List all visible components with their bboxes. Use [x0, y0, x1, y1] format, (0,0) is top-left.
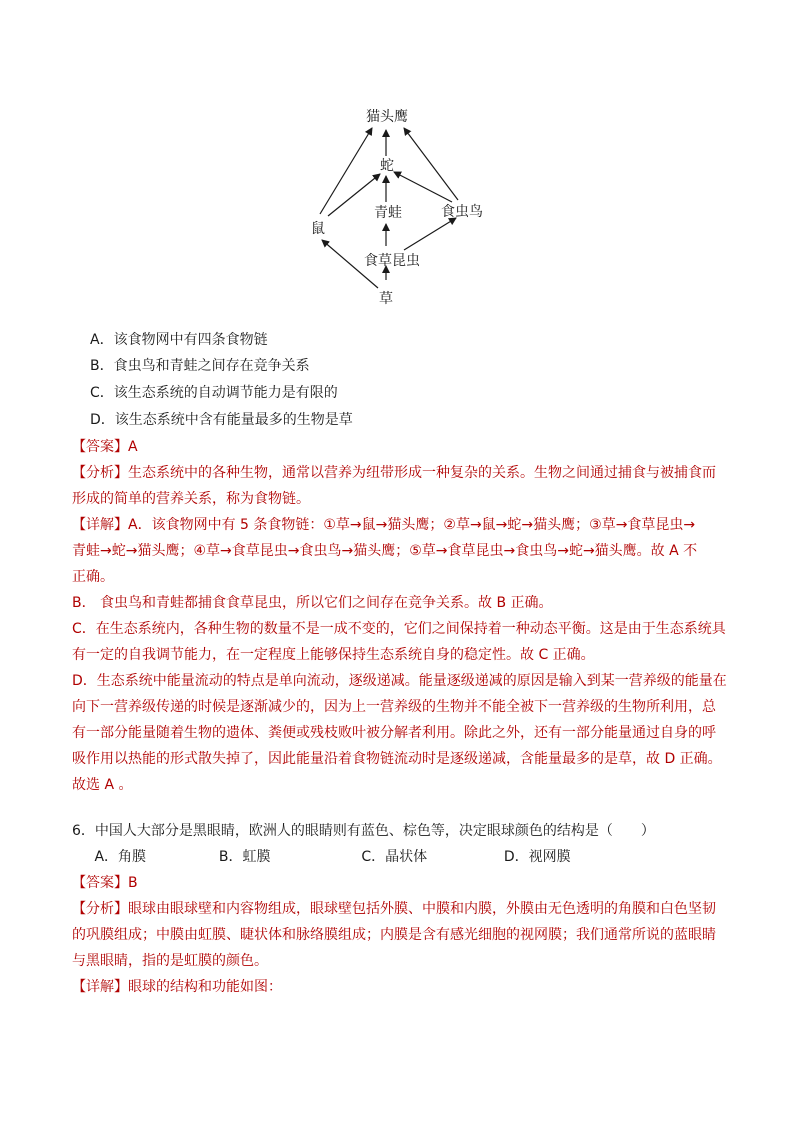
analysis-tag: 【分析】	[72, 465, 128, 481]
q5-detail-line-8: 向下一营养级传递的时候是逐渐减少的，因为上一营养级的生物并不能全被下一营养级的生物所利用，总	[72, 699, 716, 715]
node-grass: 草	[379, 291, 393, 307]
q5-detail-line-4: B． 食虫鸟和青蛙都捕食食草昆虫，所以它们之间存在竞争关系。故 B 正确。	[72, 595, 553, 611]
q6-analysis-line-1: 【分析】眼球由眼球壁和内容物组成，眼球壁包括外膜、中膜和内膜，外膜由无色透明的角膜和白色坚韧	[72, 901, 716, 917]
q6-stem: 6．中国人大部分是黑眼睛，欧洲人的眼睛则有蓝色、棕色等，决定眼球颜色的结构是（ ）	[72, 823, 655, 839]
arrow-insect-to-bird	[404, 218, 456, 250]
q5-detail-line-1: 【详解】A．该食物网中有 5 条食物链：①草→鼠→猫头鹰；②草→鼠→蛇→猫头鹰；③草→食草昆虫→	[72, 517, 696, 533]
q6-option-a: A．角膜	[94, 849, 147, 865]
q6-option-c: C．晶状体	[361, 849, 428, 865]
q5-option-a: A．该食物网中有四条食物链	[90, 332, 268, 348]
question-6	[72, 818, 732, 1000]
q5-detail-line-3: 正确。	[72, 569, 114, 585]
q5-detail-line-11: 故选 A 。	[72, 777, 133, 793]
q5-detail-line-2: 青蛙→蛇→猫头鹰；④草→食草昆虫→食虫鸟→猫头鹰；⑤草→食草昆虫→食虫鸟→蛇→猫头鹰。故 A 不	[72, 543, 698, 559]
q5-analysis-line-1: 【分析】生态系统中的各种生物，通常以营养为纽带形成一种复杂的关系。生物之间通过捕食与被捕食而	[72, 465, 716, 481]
node-snake: 蛇	[380, 158, 394, 174]
node-owl: 猫头鹰	[366, 109, 408, 125]
q5-detail-line-7: D．生态系统中能量流动的特点是单向流动，逐级递减。能量逐级递减的原因是输入到某一营养级的能量在	[72, 673, 727, 689]
q5-explanation	[72, 434, 732, 798]
food-web-diagram	[300, 100, 500, 315]
node-mouse: 鼠	[311, 221, 325, 237]
q6-analysis-line-3: 与黑眼睛，指的是虹膜的颜色。	[72, 953, 268, 969]
q5-detail-line-9: 有一部分能量随着生物的遗体、粪便或残枝败叶被分解者利用。除此之外，还有一部分能量通过自身的呼	[72, 725, 716, 741]
q5-analysis-line-2: 形成的简单的营养关系，称为食物链。	[72, 491, 310, 507]
detail-tag: 【详解】	[72, 517, 128, 533]
q6-analysis-line-2: 的巩膜组成；中膜由虹膜、睫状体和脉络膜组成；内膜是含有感光细胞的视网膜；我们通常所说的蓝眼睛	[72, 927, 716, 943]
answer-value: A	[128, 439, 138, 455]
q6-detail-line: 【详解】眼球的结构和功能如图：	[72, 979, 282, 995]
q5-option-c: C．该生态系统的自动调节能力是有限的	[90, 385, 338, 401]
q5-detail-line-10: 吸作用以热能的形式散失掉了，因此能量沿着食物链流动时是逐级递减，含能量最多的是草，故 D 正确。	[72, 751, 722, 767]
answer-tag: 【答案】	[72, 875, 128, 891]
arrow-bird-to-snake	[394, 172, 452, 202]
arrow-mouse-to-snake	[328, 174, 380, 216]
q5-detail-line-5: C．在生态系统内，各种生物的数量不是一成不变的，它们之间保持着一种动态平衡。这是由于生态系统具	[72, 621, 726, 637]
arrow-bird-to-owl	[404, 128, 458, 200]
node-herbivorous-insect: 食草昆虫	[364, 253, 420, 269]
answer-value: B	[128, 875, 138, 891]
analysis-tag: 【分析】	[72, 901, 128, 917]
node-insectivorous-bird: 食虫鸟	[441, 204, 483, 220]
q5-option-d: D．该生态系统中含有能量最多的生物是草	[90, 412, 353, 428]
q6-options	[72, 844, 732, 870]
detail-tag: 【详解】	[72, 979, 128, 995]
q6-answer-line	[72, 870, 732, 896]
q5-answer-line	[72, 434, 732, 460]
q6-option-d: D．视网膜	[503, 849, 571, 865]
answer-tag: 【答案】	[72, 439, 128, 455]
q5-option-b: B．食虫鸟和青蛙之间存在竞争关系	[90, 358, 310, 374]
q5-detail-line-6: 有一定的自我调节能力，在一定程度上能够保持生态系统自身的稳定性。故 C 正确。	[72, 647, 595, 663]
node-frog: 青蛙	[374, 205, 402, 221]
q6-option-b: B．虹膜	[218, 849, 271, 865]
